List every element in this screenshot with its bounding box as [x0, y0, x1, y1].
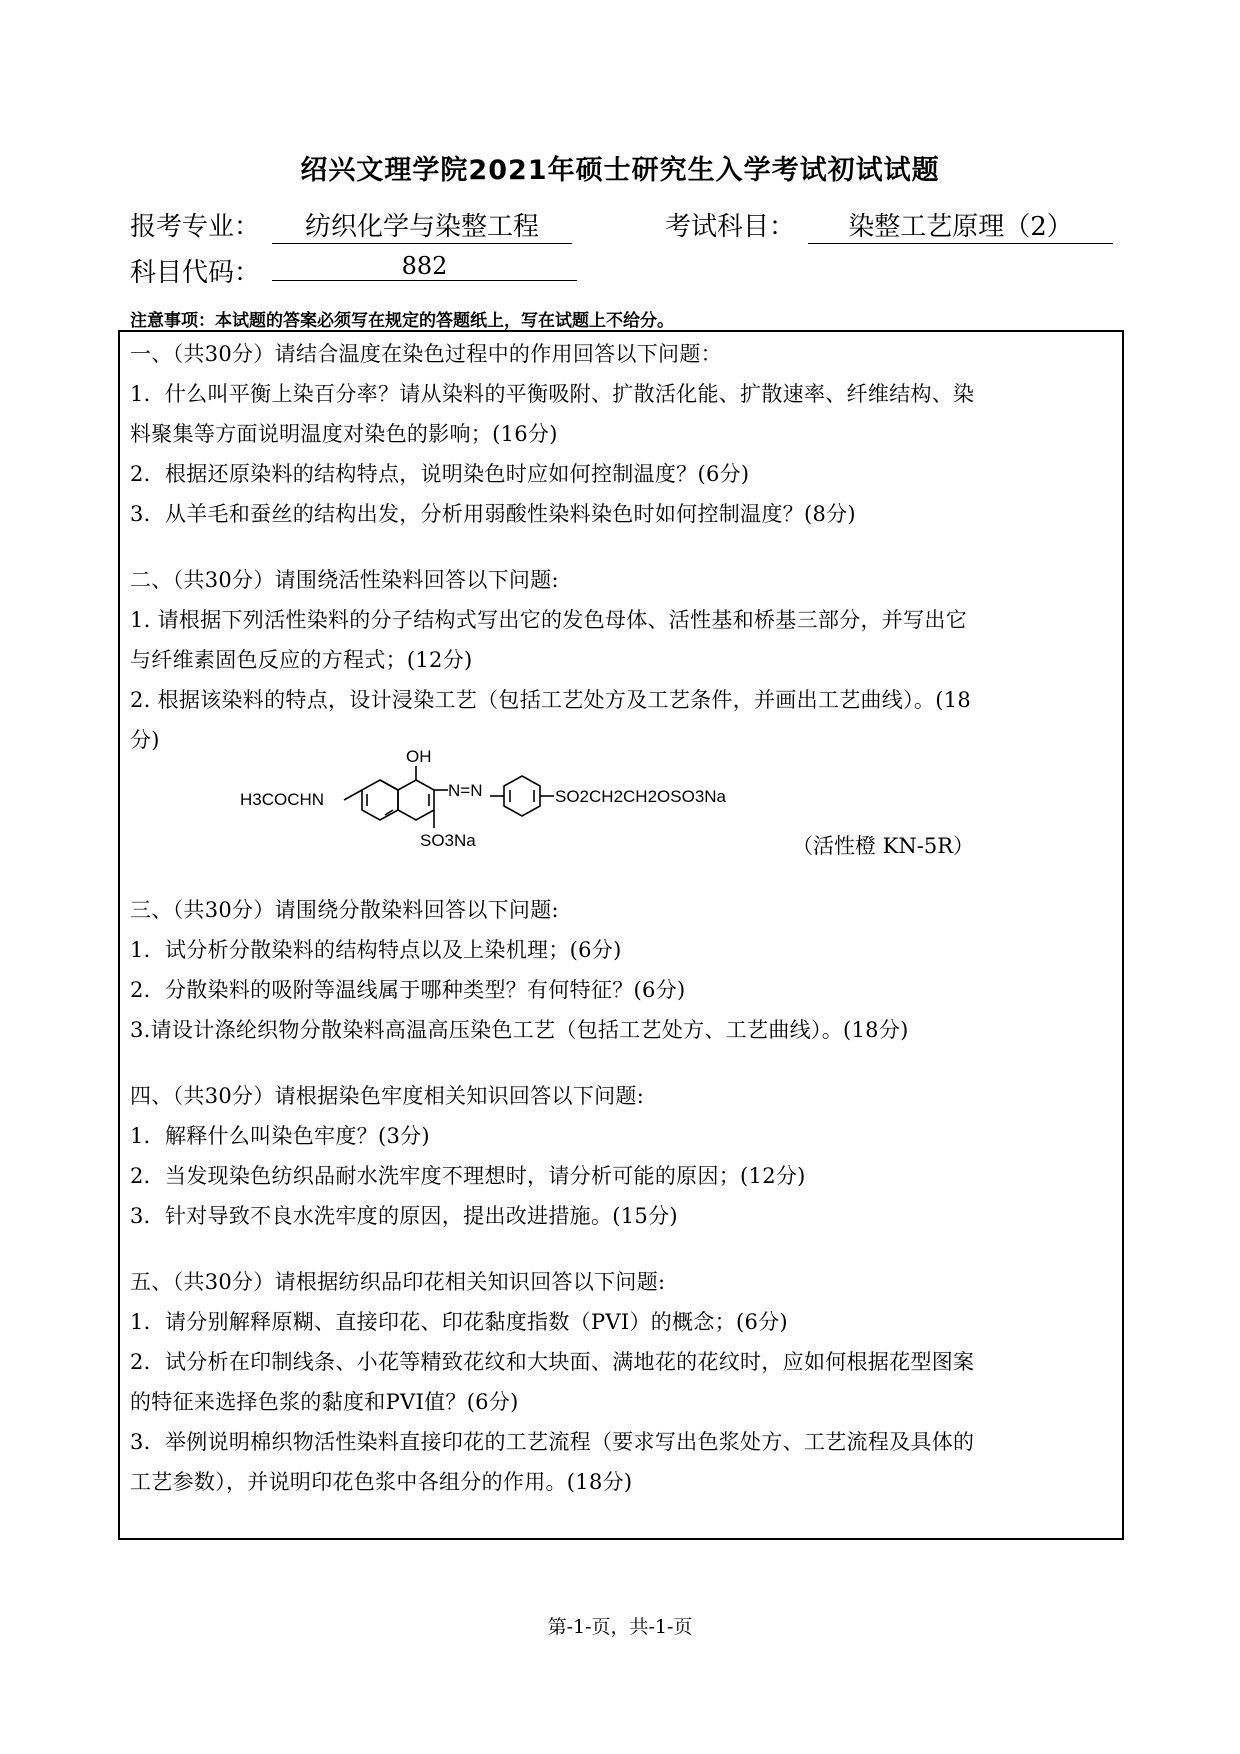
- section-2-heading: 二、（共30分）请围绕活性染料回答以下问题:: [130, 568, 559, 592]
- chem-so3na: SO3Na: [420, 831, 476, 850]
- section-2-line: 与纤维素固色反应的方程式；(12分): [130, 648, 473, 672]
- notice: 注意事项：本试题的答案必须写在规定的答题纸上，写在试题上不给分。: [130, 311, 674, 331]
- section-3-line: 3.请设计涤纶织物分散染料高温高压染色工艺（包括工艺处方、工艺曲线）。(18分): [130, 1018, 909, 1042]
- section-1-line: 3．从羊毛和蚕丝的结构出发，分析用弱酸性染料染色时如何控制温度？(8分): [130, 502, 856, 526]
- section-5-line: 1．请分别解释原糊、直接印花、印花黏度指数（PVI）的概念；(6分): [130, 1310, 788, 1334]
- section-2-line: 分): [130, 728, 160, 752]
- section-5-heading: 五、（共30分）请根据纺织品印花相关知识回答以下问题:: [130, 1270, 666, 1294]
- section-3-line: 1．试分析分散染料的结构特点以及上染机理；(6分): [130, 938, 622, 962]
- section-3-line: 2．分散染料的吸附等温线属于哪种类型？有何特征？(6分): [130, 978, 686, 1002]
- section-5-line: 3．举例说明棉织物活性染料直接印花的工艺流程（要求写出色浆处方、工艺流程及具体的: [130, 1430, 975, 1454]
- chem-azo: N=N: [448, 781, 483, 800]
- page-footer: 第-1-页，共-1-页: [547, 1616, 693, 1638]
- section-1-line: 料聚集等方面说明温度对染色的影响；(16分): [130, 422, 558, 446]
- code-label: 科目代码：: [130, 258, 261, 288]
- section-2-line: 1. 请根据下列活性染料的分子结构式写出它的发色母体、活性基和桥基三部分，并写出它: [130, 608, 968, 632]
- section-4-line: 1．解释什么叫染色牢度？(3分): [130, 1124, 430, 1148]
- section-5-line: 工艺参数），并说明印花色浆中各组分的作用。(18分): [130, 1470, 633, 1494]
- chem-right-group: SO2CH2CH2OSO3Na: [555, 787, 727, 806]
- major-value: 纺织化学与染整工程: [272, 206, 572, 244]
- subject-label: 考试科目：: [665, 212, 796, 242]
- section-1-line: 1．什么叫平衡上染百分率？请从染料的平衡吸附、扩散活化能、扩散速率、纤维结构、染: [130, 382, 975, 406]
- chemical-structure: [240, 748, 800, 868]
- section-2-line: 2. 根据该染料的特点，设计浸染工艺（包括工艺处方及工艺条件，并画出工艺曲线）。(18: [130, 688, 972, 712]
- section-5-line: 的特征来选择色浆的黏度和PVI值？(6分): [130, 1390, 519, 1414]
- code-value: 882: [272, 252, 577, 281]
- section-5-line: 2．试分析在印制线条、小花等精致花纹和大块面、满地花的花纹时，应如何根据花型图案: [130, 1350, 975, 1374]
- page-title: 绍兴文理学院2021年硕士研究生入学考试初试试题: [300, 155, 940, 186]
- section-1-heading: 一、（共30分）请结合温度在染色过程中的作用回答以下问题：: [130, 342, 722, 366]
- section-1-line: 2．根据还原染料的结构特点，说明染色时应如何控制温度？(6分): [130, 462, 750, 486]
- section-3-heading: 三、（共30分）请围绕分散染料回答以下问题:: [130, 898, 559, 922]
- section-4-heading: 四、（共30分）请根据染色牢度相关知识回答以下问题:: [130, 1084, 645, 1108]
- subject-value: 染整工艺原理（2）: [808, 206, 1113, 244]
- chem-oh: OH: [406, 748, 432, 766]
- section-4-line: 3．针对导致不良水洗牢度的原因，提出改进措施。(15分): [130, 1204, 678, 1228]
- chem-left-group: H3COCHN: [240, 790, 325, 809]
- dye-name: （活性橙 KN-5R）: [792, 834, 975, 858]
- major-label: 报考专业：: [130, 212, 261, 242]
- section-4-line: 2．当发现染色纺织品耐水洗牢度不理想时，请分析可能的原因；(12分): [130, 1164, 806, 1188]
